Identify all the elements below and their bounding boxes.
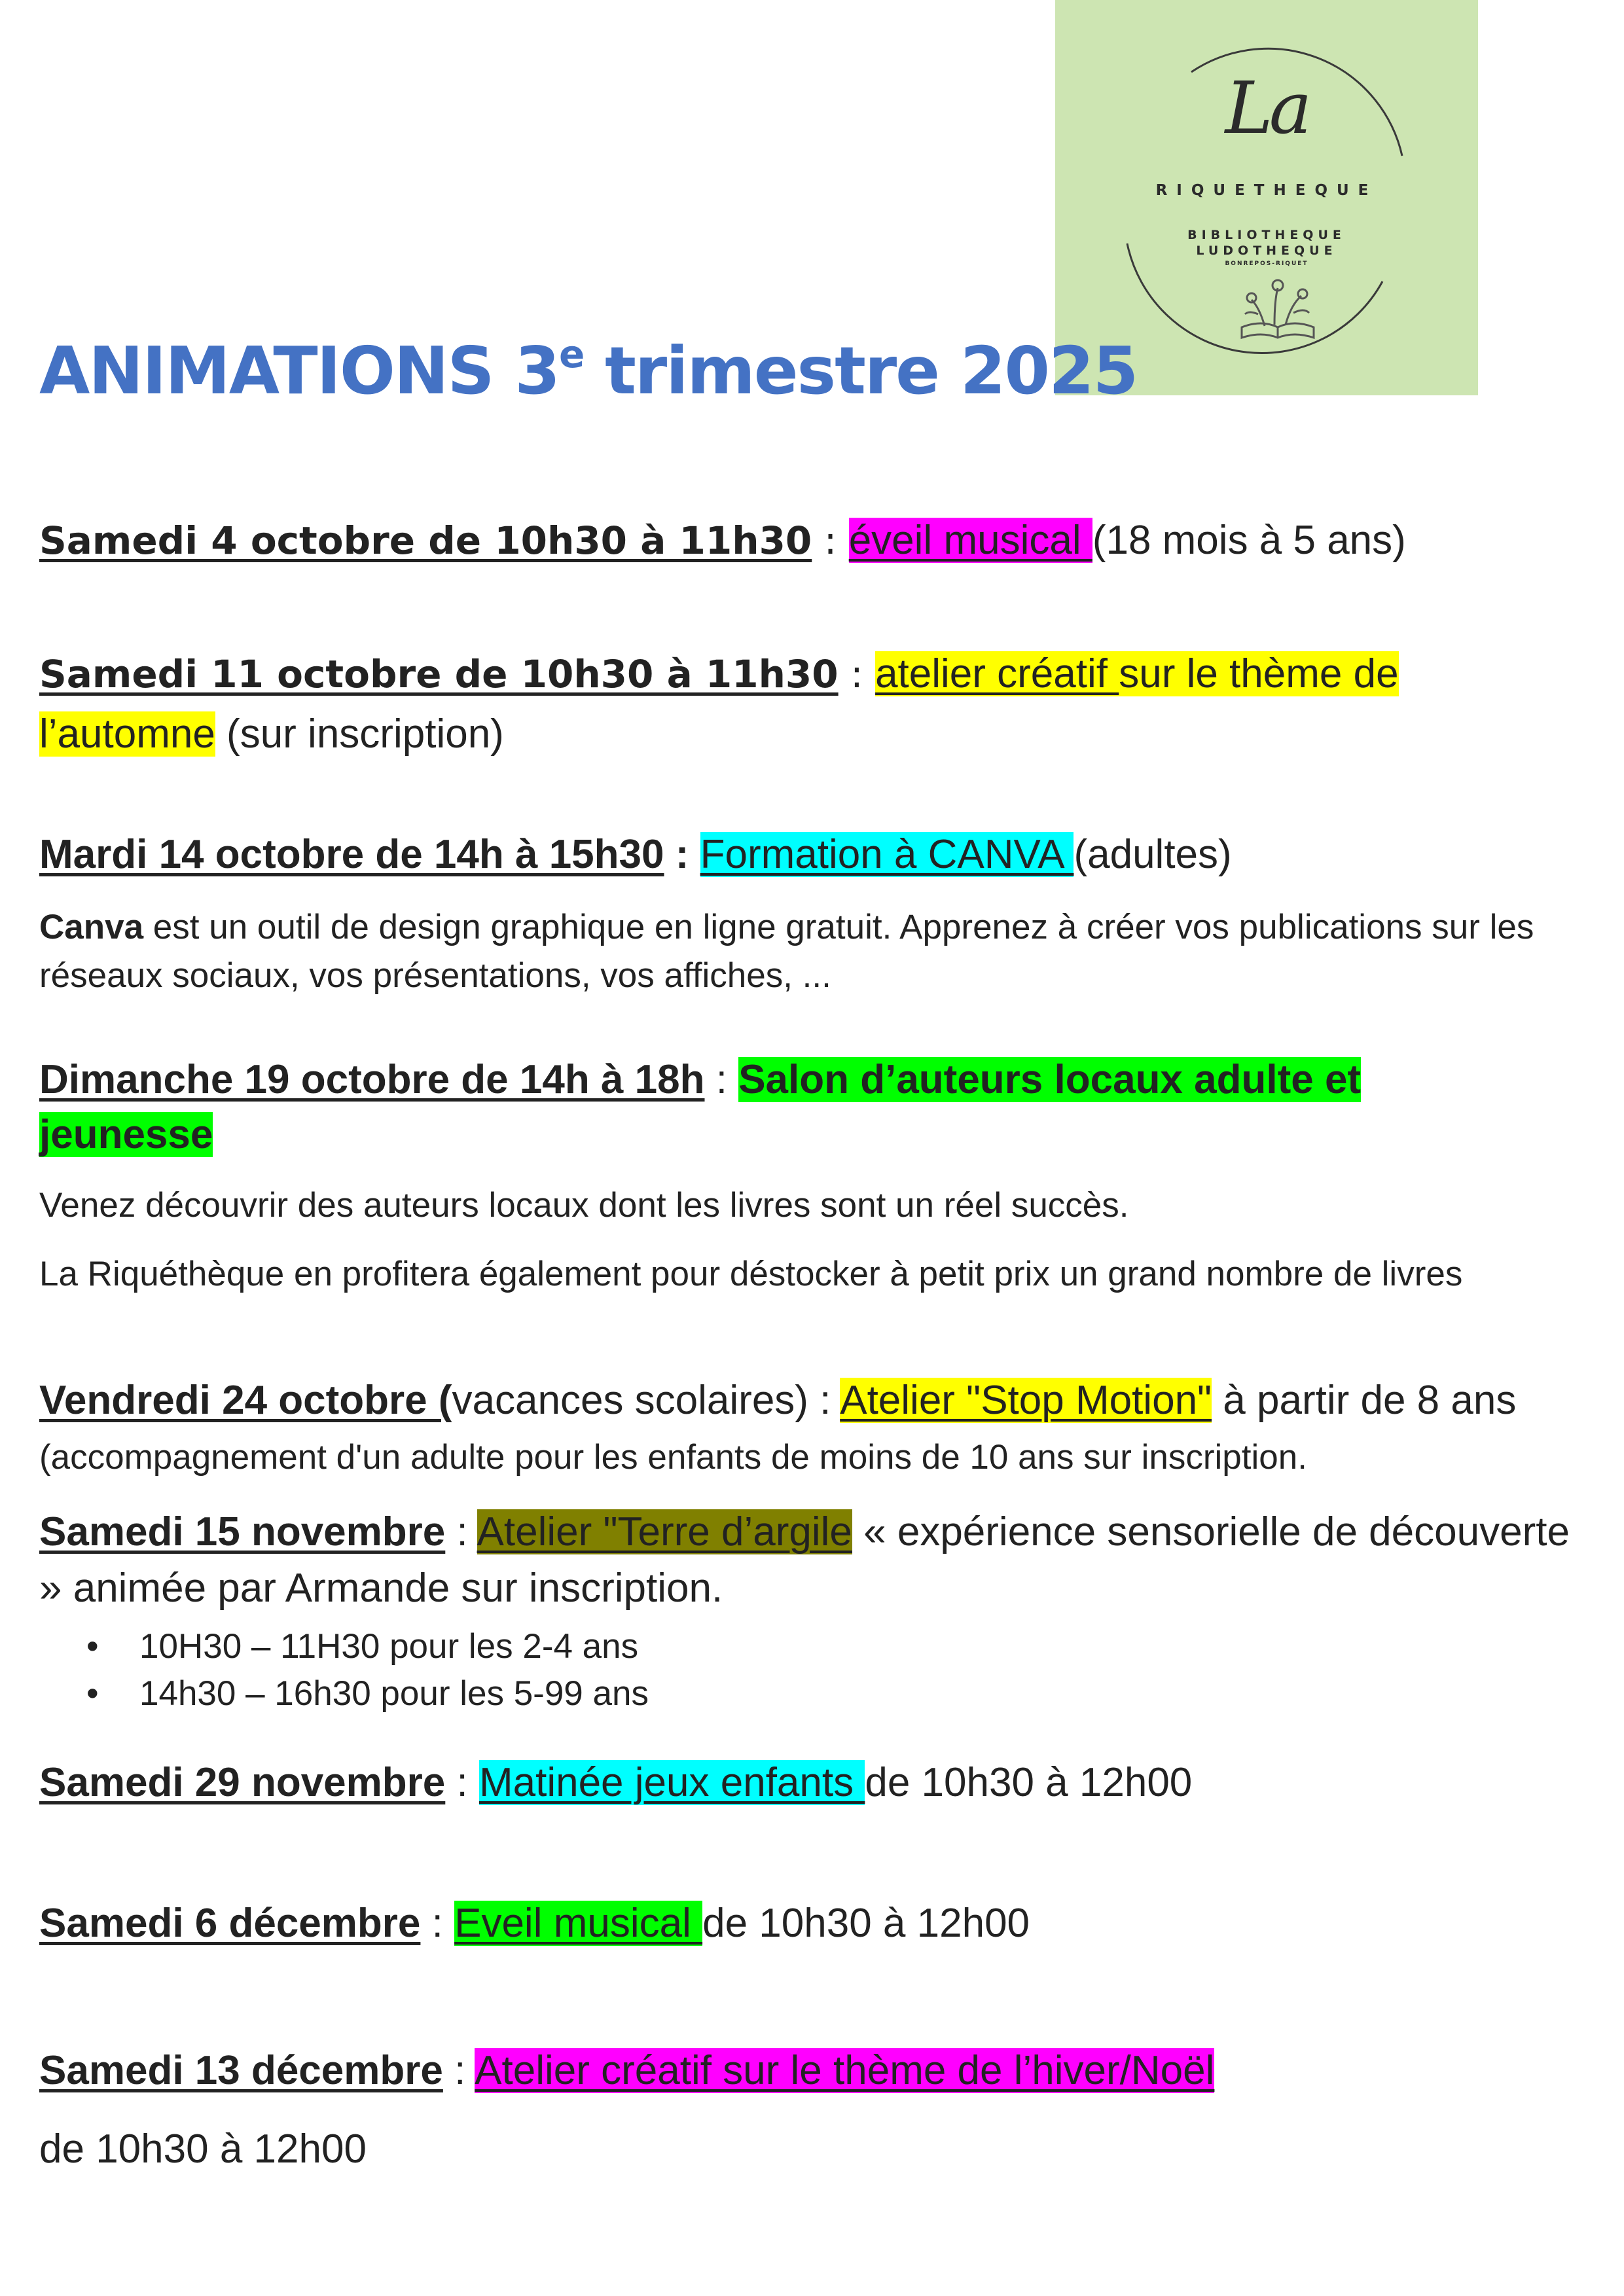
event-date: Samedi 4 octobre de 10h30 à 11h30 — [39, 518, 812, 563]
event-row: Samedi 15 novembre : Atelier "Terre d’argile « expérience sensorielle de découverte » animée par Armande sur inscription. — [39, 1509, 1570, 1611]
time-slot-list — [39, 1623, 649, 1717]
event-row: Samedi 11 octobre de 10h30 à 11h30 : atelier créatif sur le thème de l’automne (sur inscription) — [39, 651, 1399, 757]
event-activity: atelier créatif — [875, 651, 1119, 696]
event-activity: éveil musical — [848, 518, 1092, 563]
event-activity: Atelier "Stop Motion" — [840, 1378, 1212, 1423]
event-date: Samedi 15 novembre — [39, 1509, 446, 1554]
event-date: Vendredi 24 octobre ( — [39, 1378, 452, 1423]
event-row: Vendredi 24 octobre (vacances scolaires) : Atelier "Stop Motion" à partir de 8 ans (accompagnement d'un adulte pour les enfants de moins de 10 ans sur inscription. — [39, 1378, 1517, 1477]
event-activity: Formation à CANVA — [700, 832, 1074, 877]
event-description: La Riquéthèque en profitera également pour déstocker à petit prix un grand nombre de livres — [39, 1255, 1463, 1293]
logo-line-ludotheque: LUDOTHEQUE — [1196, 243, 1337, 258]
event-row: Samedi 13 décembre : Atelier créatif sur le thème de l’hiver/Noël — [39, 2048, 1215, 2093]
event-row: Dimanche 19 octobre de 14h à 18h : Salon d’auteurs locaux adulte et jeunesse — [39, 1057, 1362, 1157]
event-note: (accompagnement d'un adulte pour les enfants de moins de 10 ans sur inscription. — [39, 1438, 1307, 1477]
event-date: Samedi 6 décembre — [39, 1901, 421, 1946]
event-date: Samedi 11 octobre de 10h30 à 11h30 — [39, 652, 839, 696]
logo-line-bibliotheque: BIBLIOTHEQUE — [1187, 228, 1346, 242]
event-description: Venez découvrir des auteurs locaux dont les livres sont un réel succès. — [39, 1186, 1129, 1225]
event-activity: Eveil musical — [454, 1901, 703, 1946]
event-date: Mardi 14 octobre de 14h à 15h30 — [39, 832, 664, 877]
open-book-with-plants-icon — [1242, 280, 1314, 338]
event-activity: Atelier "Terre d’argile — [477, 1509, 852, 1554]
event-activity: Salon d’auteurs locaux adulte et — [738, 1057, 1362, 1102]
list-item: • 14h30 – 16h30 pour les 5-99 ans — [39, 1670, 649, 1717]
event-row: Samedi 6 décembre : Eveil musical de 10h30 à 12h00 — [39, 1901, 1030, 1946]
event-date: Dimanche 19 octobre de 14h à 18h — [39, 1057, 705, 1102]
event-time: de 10h30 à 12h00 — [39, 2126, 367, 2172]
event-row: Samedi 29 novembre : Matinée jeux enfants de 10h30 à 12h00 — [39, 1760, 1193, 1805]
event-date: Samedi 29 novembre — [39, 1760, 446, 1805]
logo-line-location: BONREPOS-RIQUET — [1225, 260, 1308, 267]
event-description: Canva est un outil de design graphique en ligne gratuit. Apprenez à créer vos publications sur les réseaux sociaux, vos présentations, vos affiches, ... — [39, 908, 1534, 995]
event-row: Mardi 14 octobre de 14h à 15h30 : Formation à CANVA (adultes) — [39, 832, 1232, 877]
list-item: • 10H30 – 11H30 pour les 2-4 ans — [39, 1623, 649, 1670]
event-date: Samedi 13 décembre — [39, 2048, 443, 2093]
page-title: ANIMATIONS 3e trimestre 2025 — [39, 332, 1138, 409]
event-activity: Atelier créatif sur le thème de l’hiver/Noël — [475, 2048, 1215, 2093]
event-row: Samedi 4 octobre de 10h30 à 11h30 : éveil musical (18 mois à 5 ans) — [39, 518, 1406, 563]
event-activity: Matinée jeux enfants — [478, 1760, 865, 1805]
logo-letters: La — [1225, 66, 1308, 150]
logo-name: RIQUETHEQUE — [1155, 182, 1378, 199]
